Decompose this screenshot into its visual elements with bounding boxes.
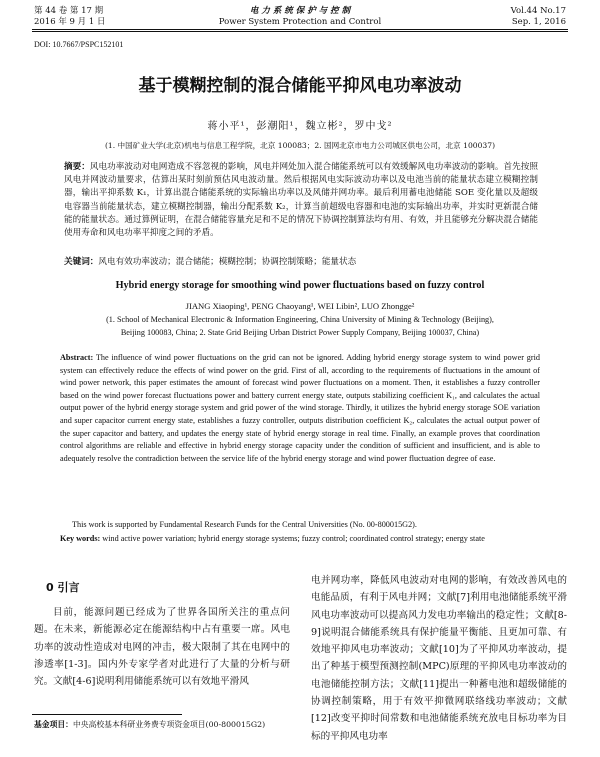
header-date-en: Sep. 1, 2016 xyxy=(511,17,566,27)
authors-en: JIANG Xiaoping¹, PENG Chaoyang¹, WEI Libin², LUO Zhongge² xyxy=(185,301,415,311)
keywords-cn-label: 关键词： xyxy=(64,257,99,267)
doi: DOI: 10.7667/PSPC152101 xyxy=(34,40,124,49)
paper-title-en: Hybrid energy storage for smoothing wind power fluctuations based on fuzzy control xyxy=(115,280,485,291)
header-rule xyxy=(32,29,568,32)
authors-cn: 蒋小平¹，彭潮阳¹，魏立彬²，罗中戈² xyxy=(207,121,393,132)
header-date-cn: 2016 年 9 月 1 日 xyxy=(34,17,106,27)
abstract-cn-text: 风电功率波动对电网造成不容忽视的影响，风电并网处加入混合储能系统可以有效缓解风电功率波动的影响。首先按照风电并网波动量要求，估算出某时刻前预估风电波动量。然后根据风电实际波动功率以及电池当前的能量状态建立模糊控制器，输出平抑系数 K₁，计算出混合储能系统的实际输出功率以及风储并网功率。最后利用蓄电池储能 SOE 变化量以及超级电容器当前能量状态，建立模糊控制器，输出分配系数 K₂，计算当前超级电容器和电池的实际输出功率，并实时更新混合储能的能量状态。通过算例证明，在混合储能容量充足和不足的情况下协调控制算法均有用、有效，并且能够充分解决混合储能使用寿命和风电功率平抑度之间的矛盾。 xyxy=(64,162,538,239)
keywords-en xyxy=(60,533,540,559)
intro-right-column: 电并网功率，降低风电波动对电网的影响，有效改善风电的电能品质，有利于风电并网；文献[7]利用电池储能系统平滑风电功率波动可以提高风力发电功率输出的稳定性；文献[8-9]说明混合储能系统具有保护能量平衡能、且更加可靠、有效地平抑风电功率波动；文献[10]为了平抑风功率波动，提出了种基于模型预测控制(MPC)原理的平抑风电功率波动的电池储能控制方法；文献[11]提出一种蓄电池和超级储能的协调控制策略，用于有效平抑微网联络线功率波动；文献[12]改变平抑时间常数和电池储能系统充放电目标功率为目标的平抑风电功率 xyxy=(311,575,567,742)
header-journal-cn: 电 力 系 统 保 护 与 控 制 xyxy=(249,6,351,16)
keywords-cn xyxy=(64,256,538,269)
footnote-rule xyxy=(32,714,182,715)
abstract-cn-label: 摘要： xyxy=(64,162,90,172)
keywords-en-label: Key words: xyxy=(60,534,101,543)
abstract-en-text: The influence of wind power fluctuations on the grid can not be ignored. Adding hybrid energy storage system to wind power grid system can effectively reduce the effects of wind power on the grid. First of all, according to the requirements of fluctuations in the amount of wind power network, this paper estimates the amount of forecast wind power fluctuations on a moment. Then, it establishes a fuzzy controller based on the wind power forecast fluctuations power and battery current energy state, outputs stabilizing coefficient K₁, and calculates the actual output power of the hybrid energy storage system and grid power of the wind storage. Thirdly, it utilizes the hybrid energy storage SOE variation and super capacitor current energy state, establishes a fuzzy controller, outputs distribution coefficient K₂, calculates the actual output power of the super capacitor and battery, and updates the energy state of hybrid energy storage in real time. Finally, an example proves that coordination control algorithms are reliable and effective in hybrid energy storage capacity under the condition of sufficient and insufficient, and is able to adequately resolve the contradiction between the service life of the hybrid energy storage and wind power fluctuation degree of ease. xyxy=(60,353,540,463)
affiliation-en-line1: (1. School of Mechanical Electronic & Information Engineering, China University of Mining & Technology (Beijing), xyxy=(106,315,494,324)
footnote-label: 基金项目： xyxy=(34,720,73,729)
header-volume-cn: 第 44 卷 第 17 期 xyxy=(34,6,104,16)
header-volume-en: Vol.44 No.17 xyxy=(510,6,566,16)
affiliation-en-line2: Beijing 100083, China; 2. State Grid Beijing Urban District Power Supply Company, Beijing 100037, China) xyxy=(120,328,480,337)
keywords-cn-text: 风电有效功率波动；混合储能；模糊控制；协调控制策略；能量状态 xyxy=(98,257,357,267)
affiliation-cn: (1. 中国矿业大学(北京)机电与信息工程学院，北京 100083；2. 国网北京市电力公司城区供电公司，北京 100037) xyxy=(104,141,496,150)
abstract-en xyxy=(60,352,540,516)
section-heading-introduction: 0 引言 xyxy=(46,581,80,594)
support-note: This work is supported by Fundamental Research Funds for the Central Universities (No. 00-800015G2). xyxy=(72,520,417,529)
header-journal-en: Power System Protection and Control xyxy=(218,17,382,27)
keywords-en-text: wind active power variation; hybrid energy storage systems; fuzzy control; coordinated control strategy; energy state xyxy=(102,534,485,543)
abstract-cn xyxy=(64,161,538,253)
footnote-text: 中央高校基本科研业务费专项资金项目(00-800015G2) xyxy=(72,720,266,729)
paper-title-cn: 基于模糊控制的混合储能平抑风电功率波动 xyxy=(138,76,462,96)
intro-left-column: 目前，能源问题已经成为了世界各国所关注的重点问题。在未来，新能源必定在能源结构中占有重要一席。风电功率的波动性造成对电网的冲击，极大限制了其在电网中的渗透率[1-3]。国内外专家学者对此进行了大量的分析与研究。文献[4-6]说明利用储能系统可以有效地平滑风 xyxy=(34,607,290,688)
abstract-en-label: Abstract: xyxy=(60,353,94,362)
footnote-funding xyxy=(34,718,290,731)
